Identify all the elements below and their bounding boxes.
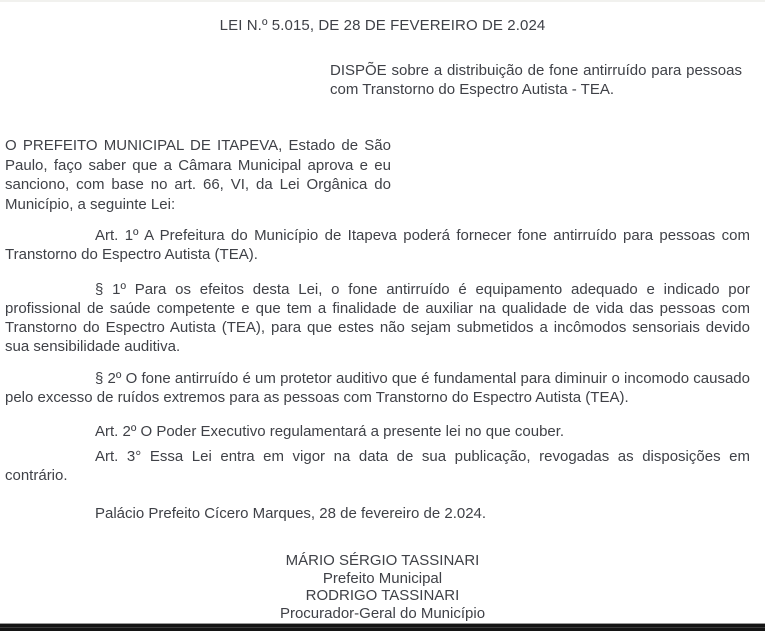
signature-block: [0, 552, 765, 622]
signature-role-attorney: Procurador-Geral do Município: [279, 604, 486, 622]
law-article-1-paragraph-1: § 1º Para os efeitos desta Lei, o fone antirruído é equipamento adequado e indicado por profissional de saúde competente e que tem a finalidade de auxiliar na qualidade de vida das pessoas com Transtorno do Espectro Autista (TEA), para que estes não sejam submetidos a incômodos sensoriais devido sua sensibilidade auditiva.: [5, 281, 750, 355]
law-article-3: Art. 3° Essa Lei entra em vigor na data de sua publicação, revogadas as disposições em contrário.: [5, 448, 750, 484]
signature-name-attorney: RODRIGO TASSINARI: [305, 587, 460, 604]
law-article-1: Art. 1º A Prefeitura do Município de Itapeva poderá fornecer fone antirruído para pessoas com Transtorno do Espectro Autista (TEA).: [5, 227, 750, 263]
law-summary: DISPÕE sobre a distribuição de fone antirruído para pessoas com Transtorno do Espectro Autista - TEA.: [330, 62, 742, 98]
signature-role-mayor: Prefeito Municipal: [322, 569, 443, 587]
law-preamble: O PREFEITO MUNICIPAL DE ITAPEVA, Estado de São Paulo, faço saber que a Câmara Municipal aprova e eu sanciono, com base no art. 66, VI, da Lei Orgânica do Município, a seguinte Lei:: [5, 137, 391, 213]
top-edge-line: [0, 0, 765, 2]
signature-name-mayor: MÁRIO SÉRGIO TASSINARI: [285, 552, 480, 569]
law-article-2: Art. 2º O Poder Executivo regulamentará a presente lei no que couber.: [95, 423, 565, 440]
law-article-1-paragraph-2: § 2º O fone antirruído é um protetor auditivo que é fundamental para diminuir o incomodo causado pelo excesso de ruídos extremos para as pessoas com Transtorno do Espectro Autista (TEA).: [5, 370, 750, 406]
law-closing-line: Palácio Prefeito Cícero Marques, 28 de fevereiro de 2.024.: [95, 505, 487, 522]
law-title: LEI N.º 5.015, DE 28 DE FEVEREIRO DE 2.024: [219, 17, 546, 34]
bottom-divider-bar: [0, 623, 765, 631]
